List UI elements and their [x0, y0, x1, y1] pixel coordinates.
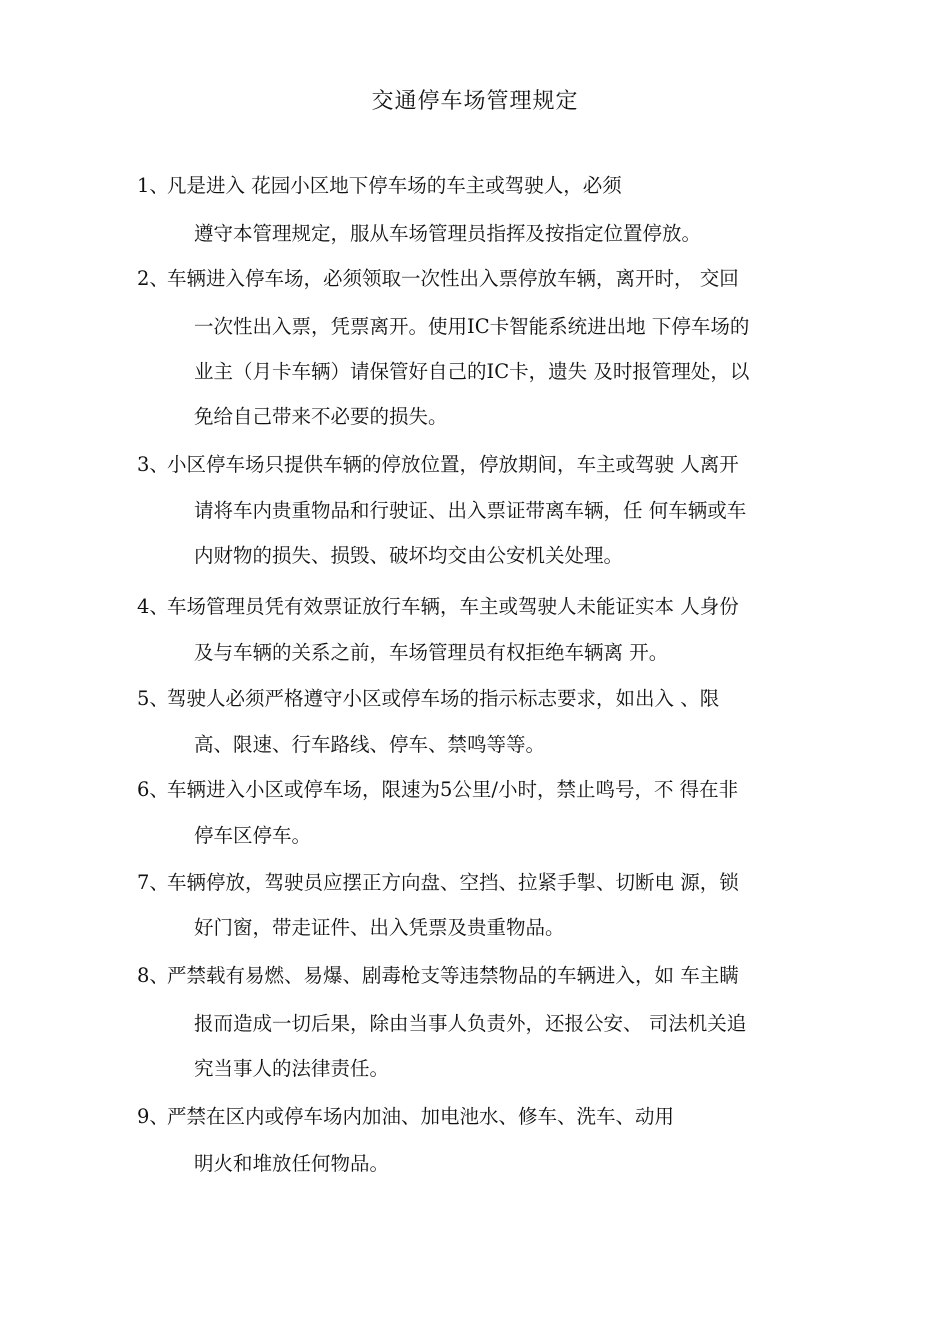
rule-number: 1、: [137, 174, 169, 197]
rule-number: 4、: [137, 595, 169, 618]
rule-text: 车辆停放，驾驶员应摆正方向盘、空挡、拉紧手掣、切断电 源，锁: [167, 871, 739, 894]
rule-number: 2、: [137, 267, 169, 290]
rule-9-line-1: [137, 1103, 674, 1131]
rule-2-line-4: 免给自己带来不必要的损失。: [194, 405, 448, 428]
rule-4-line-2: 及与车辆的关系之前，车场管理员有权拒绝车辆离 开。: [194, 641, 669, 664]
rule-5-line-1: [137, 685, 719, 713]
rule-number: 6、: [137, 778, 169, 801]
rule-text: 严禁在区内或停车场内加油、加电池水、修车、洗车、动用: [167, 1105, 675, 1128]
rule-6-line-1: [137, 776, 738, 804]
rule-8-line-3: 究当事人的法律责任。: [194, 1057, 390, 1080]
rule-number: 7、: [137, 871, 169, 894]
rule-7-line-2: 好门窗，带走证件、出入凭票及贵重物品。: [194, 916, 565, 939]
rule-3-line-1: [137, 451, 739, 479]
rule-text: 严禁载有易燃、易爆、剧毒枪支等违禁物品的车辆进入，如 车主瞒: [167, 964, 739, 987]
rule-4-line-1: [137, 593, 739, 621]
rule-text: 小区停车场只提供车辆的停放位置，停放期间，车主或驾驶 人离开: [167, 453, 739, 476]
rule-text: 凡是进入 花园小区地下停车场的车主或驾驶人，必须: [167, 174, 622, 197]
rule-5-line-2: 高、限速、行车路线、停车、禁鸣等等。: [194, 733, 546, 756]
rule-1-line-2: 遵守本管理规定，服从车场管理员指挥及按指定位置停放。: [194, 222, 702, 245]
rule-text: 车辆进入停车场，必须领取一次性出入票停放车辆，离开时， 交回: [167, 267, 739, 290]
rule-8-line-2: 报而造成一切后果，除由当事人负责外，还报公安、 司法机关追: [194, 1012, 747, 1035]
rule-9-line-2: 明火和堆放任何物品。: [194, 1152, 390, 1175]
rule-2-line-2: 一次性出入票，凭票离开。使用IC卡智能系统进出地 下停车场的: [194, 315, 750, 338]
rule-2-line-3: 业主（月卡车辆）请保管好自己的IC卡，遗失 及时报管理处，以: [194, 360, 750, 383]
rule-3-line-3: 内财物的损失、损毁、破坏均交由公安机关处理。: [194, 544, 624, 567]
rule-1-line-1: [137, 172, 622, 200]
rule-text: 车辆进入小区或停车场，限速为5公里/小时，禁止鸣号，不 得在非: [167, 778, 739, 801]
rule-number: 5、: [137, 687, 169, 710]
rule-8-line-1: [137, 962, 739, 990]
rule-text: 车场管理员凭有效票证放行车辆，车主或驾驶人未能证实本 人身份: [167, 595, 739, 618]
rule-3-line-2: 请将车内贵重物品和行驶证、出入票证带离车辆，任 何车辆或车: [194, 499, 747, 522]
page-title: 交通停车场管理规定: [371, 89, 579, 114]
rule-number: 3、: [137, 453, 169, 476]
rule-number: 8、: [137, 964, 169, 987]
rule-text: 驾驶人必须严格遵守小区或停车场的指示标志要求，如出入 、限: [167, 687, 720, 710]
rule-2-line-1: [137, 265, 739, 293]
rule-6-line-2: 停车区停车。: [194, 824, 312, 847]
rule-number: 9、: [137, 1105, 169, 1128]
rule-7-line-1: [137, 869, 739, 897]
